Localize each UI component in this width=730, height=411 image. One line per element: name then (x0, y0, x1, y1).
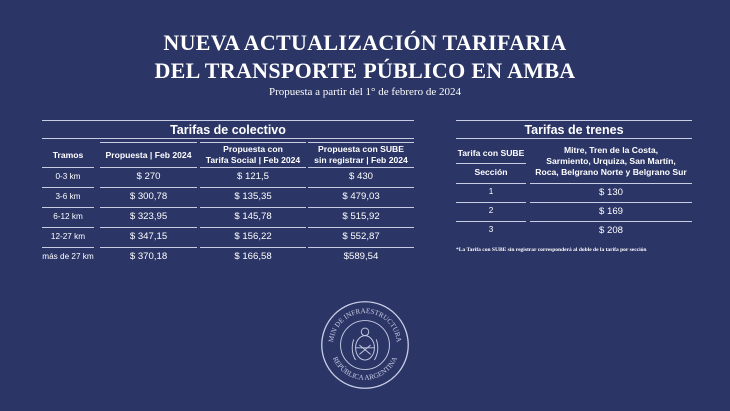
train-cell-tarifa: $ 130 (598, 187, 623, 198)
train-header-tarifa-sube: Tarifa con SUBE (457, 148, 525, 158)
train-cell-tarifa: $ 169 (598, 206, 623, 217)
bus-header-tarifa-social (200, 144, 306, 166)
bus-cell-sube-sin-registrar: $ 430 (348, 171, 373, 182)
train-rule-top (456, 120, 692, 121)
bus-cell-propuesta: $ 270 (136, 171, 161, 182)
bus-header-sube-sin-registrar (308, 144, 414, 166)
row-divider (42, 187, 94, 188)
bus-header-sube-line-1: Propuesta con SUBE (318, 144, 404, 154)
bus-cell-sube-sin-registrar: $589,54 (343, 251, 379, 262)
train-header-lines (530, 145, 692, 178)
bus-cell-tarifa-social: $ 166,58 (234, 251, 272, 262)
train-cell-seccion: 2 (488, 206, 494, 215)
row-divider (456, 202, 526, 203)
bus-rule-top (42, 120, 414, 121)
bus-cell-propuesta: $ 370,18 (129, 251, 168, 262)
row-divider (100, 207, 197, 208)
row-divider (100, 247, 197, 248)
bus-rule-col2-top (200, 142, 306, 143)
title-line-2: DEL TRANSPORTE PÚBLICO EN AMBA (154, 58, 576, 83)
row-divider (456, 183, 526, 184)
train-footnote: *La Tarifa con SUBE sin registrar corresponderá al doble de la tarifa por sección (456, 247, 647, 253)
row-divider (200, 207, 306, 208)
seal-bottom-text: REPÚBLICA ARGENTINA (330, 355, 400, 382)
row-divider (100, 187, 197, 188)
row-divider (308, 167, 414, 168)
row-divider (308, 227, 414, 228)
seal-top-text: MIN DE INFRAESTRUCTURA (327, 306, 403, 343)
bus-cell-sube-sin-registrar: $ 515,92 (342, 211, 380, 222)
row-divider (200, 247, 306, 248)
row-divider (530, 202, 692, 203)
train-cell-seccion: 3 (488, 225, 494, 234)
bus-cell-tarifa-social: $ 121,5 (236, 171, 269, 182)
train-table-title: Tarifas de trenes (524, 123, 624, 137)
ministry-seal (318, 298, 412, 392)
bus-header-tarifa-social-line-1: Propuesta con (223, 144, 283, 154)
bus-cell-tramo: 6-12 km (53, 212, 83, 221)
bus-cell-sube-sin-registrar: $ 479,03 (342, 191, 380, 202)
bus-cell-tarifa-social: $ 135,35 (234, 191, 272, 202)
row-divider (200, 167, 306, 168)
train-header-lines-1: Mitre, Tren de la Costa, (563, 145, 659, 155)
train-cell-tarifa: $ 208 (598, 225, 623, 236)
row-divider (42, 207, 94, 208)
bus-cell-tarifa-social: $ 156,22 (234, 231, 272, 242)
train-rule-header-mid (456, 163, 526, 164)
subtitle: Propuesta a partir del 1° de febrero de 2024 (269, 86, 461, 98)
row-divider (530, 183, 692, 184)
bus-table-title: Tarifas de colectivo (170, 123, 286, 137)
bus-cell-tramo: 12-27 km (50, 232, 86, 241)
row-divider (308, 207, 414, 208)
bus-cell-tramo: 3-6 km (55, 192, 81, 201)
row-divider (530, 221, 692, 222)
train-rule-title (456, 138, 692, 139)
row-divider (100, 167, 197, 168)
bus-cell-tarifa-social: $ 145,78 (234, 211, 272, 222)
bus-header-tarifa-social-line-2: Tarifa Social | Feb 2024 (205, 155, 301, 165)
bus-cell-sube-sin-registrar: $ 552,87 (342, 231, 380, 242)
row-divider (100, 227, 197, 228)
bus-cell-propuesta: $ 300,78 (129, 191, 168, 202)
row-divider (308, 187, 414, 188)
bus-header-sube-line-2: sin registrar | Feb 2024 (314, 155, 408, 165)
bus-header-propuesta: Propuesta | Feb 2024 (105, 150, 192, 160)
bus-cell-propuesta: $ 347,15 (129, 231, 168, 242)
row-divider (456, 221, 526, 222)
row-divider (42, 227, 94, 228)
bus-cell-tramo: 0-3 km (55, 172, 81, 181)
row-divider (200, 187, 306, 188)
bus-rule-col1-top (100, 142, 197, 143)
row-divider (308, 247, 414, 248)
bus-cell-propuesta: $ 323,95 (129, 211, 168, 222)
train-header-seccion: Sección (474, 167, 508, 177)
bus-rule-title (42, 138, 414, 139)
row-divider (200, 227, 306, 228)
row-divider (42, 247, 94, 248)
bus-cell-tramo: más de 27 km (42, 252, 94, 261)
coat-of-arms-icon (352, 328, 378, 360)
bus-header-tramos: Tramos (52, 150, 84, 160)
train-header-lines-3: Roca, Belgrano Norte y Belgrano Sur (535, 167, 687, 177)
bus-rule-col3-top (308, 142, 414, 143)
train-header-lines-2: Sarmiento, Urquiza, San Martín, (546, 156, 676, 166)
row-divider (42, 167, 94, 168)
title-line-1: NUEVA ACTUALIZACIÓN TARIFARIA (163, 30, 567, 55)
train-cell-seccion: 1 (488, 187, 494, 196)
